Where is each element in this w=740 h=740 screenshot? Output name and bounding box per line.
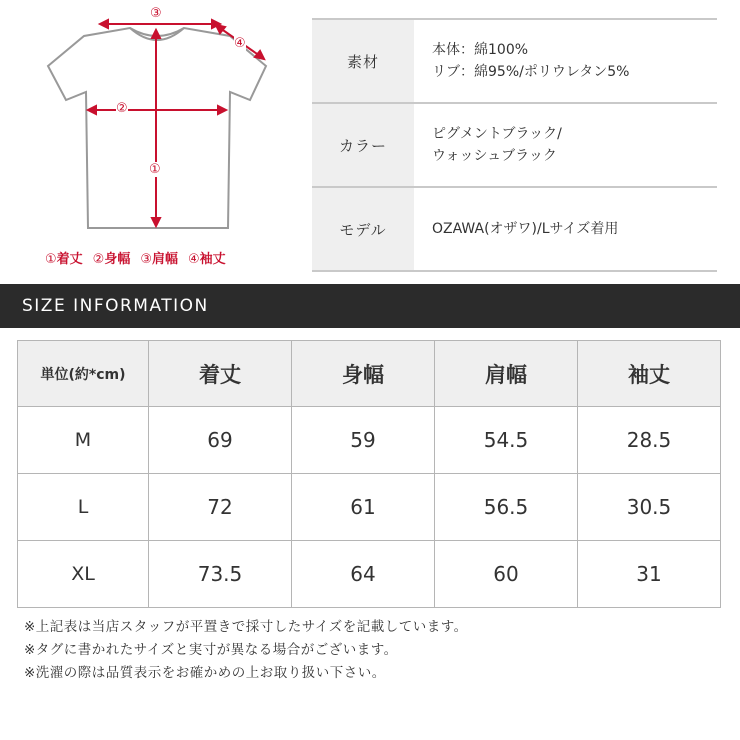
header-shoulder: 肩幅 xyxy=(435,341,578,407)
header-unit: 単位(約*cm) xyxy=(18,341,149,407)
spec-row-material xyxy=(312,18,717,102)
header-width: 身幅 xyxy=(292,341,435,407)
marker-sleeve: ④ xyxy=(234,36,246,51)
table-row xyxy=(18,474,721,541)
spec-row-color xyxy=(312,102,717,186)
header-length: 着丈 xyxy=(149,341,292,407)
spec-value: 本体：綿100% リブ：綿95%/ポリウレタン5% xyxy=(432,42,630,80)
spec-table xyxy=(312,18,717,272)
table-cell: 64 xyxy=(292,541,435,608)
marker-length: ① xyxy=(149,162,161,177)
size-label: XL xyxy=(18,541,149,608)
marker-shoulder: ③ xyxy=(150,6,162,21)
legend-item: ④袖丈 xyxy=(188,252,226,267)
table-cell: 69 xyxy=(149,407,292,474)
table-cell: 61 xyxy=(292,474,435,541)
table-row xyxy=(18,407,721,474)
table-cell: 59 xyxy=(292,407,435,474)
size-table-header xyxy=(18,341,721,407)
size-label: M xyxy=(18,407,149,474)
table-cell: 72 xyxy=(149,474,292,541)
table-row xyxy=(18,541,721,608)
spec-value: OZAWA(オザワ)/Lサイズ着用 xyxy=(432,221,619,237)
table-cell: 54.5 xyxy=(435,407,578,474)
table-cell: 31 xyxy=(578,541,721,608)
legend-item: ①着丈 xyxy=(45,252,83,267)
tshirt-outline xyxy=(20,0,300,280)
note-line: ※タグに書かれたサイズと実寸が異なる場合がございます。 xyxy=(24,642,398,658)
notes xyxy=(24,616,468,685)
size-label: L xyxy=(18,474,149,541)
spec-row-model xyxy=(312,186,717,272)
table-cell: 30.5 xyxy=(578,474,721,541)
table-cell: 73.5 xyxy=(149,541,292,608)
measurement-legend xyxy=(45,248,285,267)
table-cell: 60 xyxy=(435,541,578,608)
table-cell: 28.5 xyxy=(578,407,721,474)
legend-item: ②身幅 xyxy=(92,252,131,267)
spec-value: ピグメントブラック/ ウォッシュブラック xyxy=(432,126,562,164)
note-line: ※上記表は当店スタッフが平置きで採寸したサイズを記載しています。 xyxy=(24,619,468,635)
table-cell: 56.5 xyxy=(435,474,578,541)
marker-width: ② xyxy=(116,101,128,116)
spec-key: カラー xyxy=(312,104,414,186)
legend-item: ③肩幅 xyxy=(140,252,179,267)
tshirt-diagram xyxy=(20,0,300,280)
size-table xyxy=(17,340,721,608)
size-information-banner: SIZE INFORMATION xyxy=(0,284,740,328)
header-sleeve: 袖丈 xyxy=(578,341,721,407)
note-line: ※洗濯の際は品質表示をお確かめの上お取り扱い下さい。 xyxy=(24,665,386,681)
spec-key: 素材 xyxy=(312,20,414,102)
spec-key: モデル xyxy=(312,188,414,270)
